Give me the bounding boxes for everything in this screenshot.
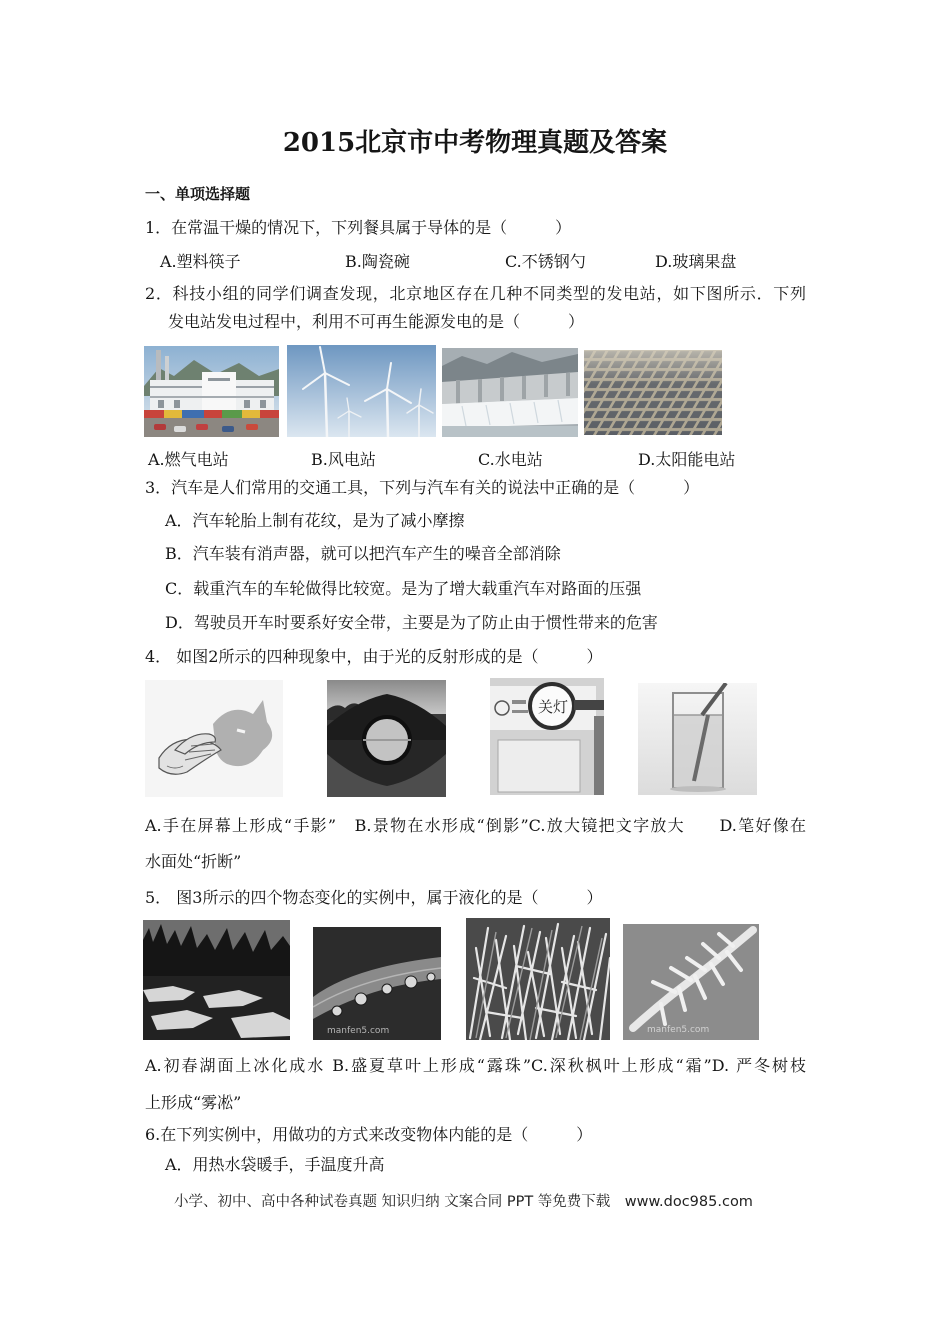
water — [674, 715, 722, 787]
magnifier-handle — [574, 700, 604, 710]
magnifier-picture — [490, 678, 604, 795]
gas-power-station-image — [144, 346, 279, 437]
question-5-options-line-2: 上形成“雾凇” — [145, 1093, 242, 1112]
frost-on-grass-picture — [466, 918, 610, 1040]
question-1-option-b: B.陶瓷碗 — [345, 252, 410, 271]
haze — [584, 350, 722, 435]
document-title: 2015北京市中考物理真题及答案 — [282, 128, 668, 158]
question-2-option-d: D.太阳能电站 — [638, 450, 736, 469]
wind-power-station-picture — [287, 345, 436, 437]
colorful-fence — [144, 410, 279, 418]
question-5-options-line-1: A.初春湖面上冰化成水 B.盛夏草叶上形成“露珠”C.深秋枫叶上形成“霜”D. 严冬树枝 — [145, 1056, 806, 1075]
hydro-power-station-picture — [442, 348, 578, 437]
rime-on-branch-image — [623, 924, 759, 1040]
melting-lake-picture — [143, 920, 290, 1040]
question-2-option-a: A.燃气电站 — [148, 450, 229, 469]
question-5-stem: 5． 图3所示的四个物态变化的实例中，属于液化的是（ ） — [145, 888, 603, 907]
river — [442, 426, 578, 437]
solar-power-station-image — [584, 350, 722, 435]
light-switch-plate — [498, 740, 580, 792]
question-1-option-d: D.玻璃果盘 — [655, 252, 737, 271]
glass-shadow — [670, 786, 726, 792]
question-2-option-c: C.水电站 — [478, 450, 543, 469]
bridge-reflection-picture — [327, 680, 446, 797]
dew-on-leaf-image — [313, 927, 441, 1040]
bridge-reflection-image — [327, 680, 446, 797]
question-1-stem: 1．在常温干燥的情况下，下列餐具属于导体的是（ ） — [145, 218, 572, 237]
question-4-options-line-1: A.手在屏幕上形成“手影” B.景物在水形成“倒影”C.放大镜把文字放大 D.笔好像在 — [145, 816, 806, 835]
hand-shadow-image — [145, 680, 283, 797]
magnifier-image — [490, 678, 604, 795]
image-watermark: manfen5.com — [647, 1025, 710, 1035]
wind-power-station-image — [287, 345, 436, 437]
water-line — [363, 739, 411, 741]
question-3-option-b: B．汽车装有消声器，就可以把汽车产生的噪音全部消除 — [165, 544, 561, 563]
rime-on-branch-picture — [623, 924, 759, 1040]
question-4-stem: 4． 如图2所示的四种现象中，由于光的反射形成的是（ ） — [145, 647, 603, 666]
question-3-stem: 3．汽车是人们常用的交通工具，下列与汽车有关的说法中正确的是（ ） — [145, 478, 700, 497]
question-2-stem-line-1: 2．科技小组的同学们调查发现，北京地区存在几种不同类型的发电站，如下图所示．下列 — [145, 284, 806, 303]
hand-shadow-picture — [145, 680, 283, 797]
question-4-options-line-2: 水面处“折断” — [145, 852, 242, 871]
melting-lake-image — [143, 920, 290, 1040]
pencil-in-water-picture — [638, 683, 757, 795]
question-6-stem: 6.在下列实例中，用做功的方式来改变物体内能的是（ ） — [145, 1125, 593, 1144]
question-1-option-c: C.不锈钢勺 — [505, 252, 586, 271]
magnified-sign-text: 关灯 — [538, 698, 569, 716]
gas-power-station-picture — [144, 346, 279, 437]
question-2-stem-line-2: 发电站发电过程中，利用不可再生能源发电的是（ ） — [168, 312, 585, 331]
frost-on-grass-image — [466, 918, 610, 1040]
section-heading: 一、单项选择题 — [145, 185, 251, 203]
question-2-option-b: B.风电站 — [311, 450, 376, 469]
question-3-option-c: C．载重汽车的车轮做得比较宽。是为了增大载重汽车对路面的压强 — [165, 579, 642, 598]
dew-on-leaf-picture — [313, 927, 441, 1040]
question-3-option-a: A．汽车轮胎上制有花纹，是为了减小摩擦 — [165, 511, 465, 530]
solar-power-station-picture — [584, 350, 722, 435]
image-watermark: manfen5.com — [327, 1026, 390, 1036]
question-1-option-a: A.塑料筷子 — [160, 252, 241, 271]
shadow-eye — [237, 730, 245, 732]
question-6-option-a: A．用热水袋暖手，手温度升高 — [165, 1155, 385, 1174]
hydro-power-station-image — [442, 348, 578, 437]
question-3-option-d: D．驾驶员开车时要系好安全带，主要是为了防止由于惯性带来的危害 — [165, 613, 658, 632]
sky — [287, 345, 436, 437]
hand-edge — [594, 716, 604, 795]
pencil-in-water-image — [638, 683, 757, 795]
page-footer: 小学、初中、高中各种试卷真题 知识归纳 文案合同 PPT 等免费下载 www.doc985.com — [174, 1194, 753, 1210]
